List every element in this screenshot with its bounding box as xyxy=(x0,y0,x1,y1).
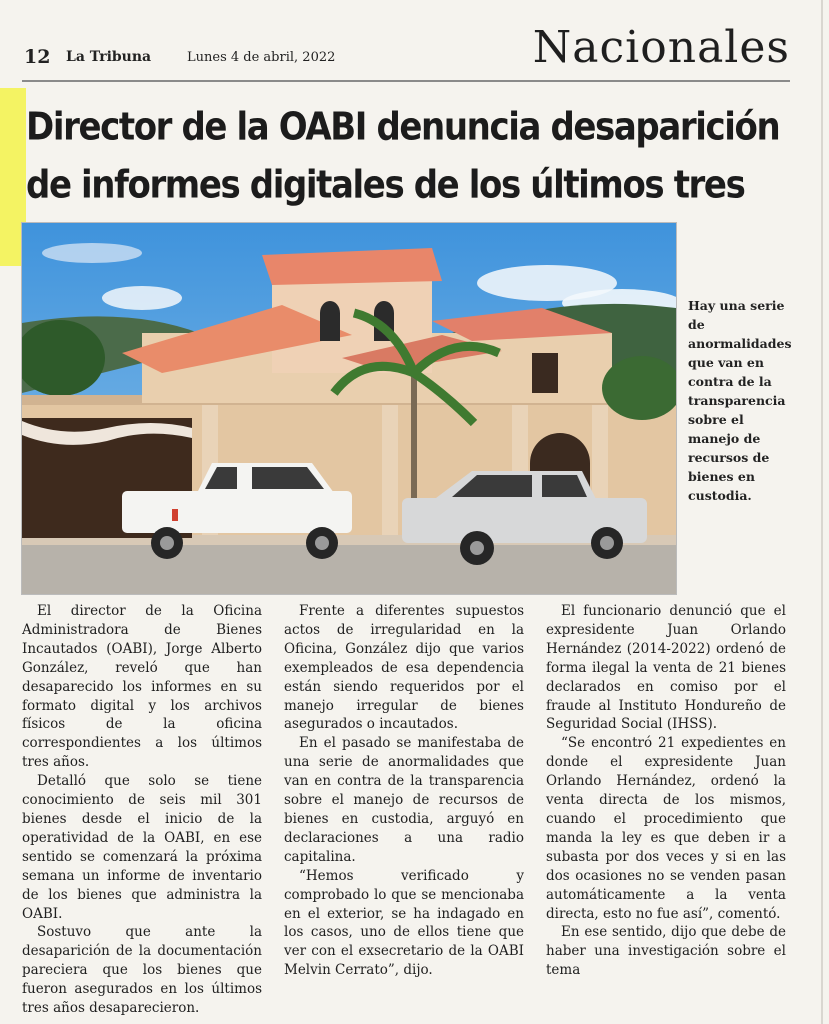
paragraph: Frente a diferentes supuestos actos de irregularidad en la Oficina, González dijo que varios exempleados de esa dependencia están siendo requeridos por el manejo irregular de bienes asegurados o incautados. xyxy=(284,603,524,733)
section-title: Nacionales xyxy=(532,22,790,73)
article-body xyxy=(22,602,798,1017)
paragraph: Detalló que solo se tiene conocimiento de seis mil 301 bienes desde el inicio de la operatividad de la OABI, en ese sentido se comenzará la próxima semana un informe de inventario de los bienes que administra la OABI. xyxy=(22,773,262,922)
article-column-3 xyxy=(546,602,786,980)
paragraph: “Se encontró 21 expedientes en donde el expresidente Juan Orlando Hernández, ordenó la venta directa de los mismos, cuando el procedimiento que manda la ley es que deben ir a subasta por dos veces y si en las dos ocasiones no se venden pasan automáticamente a la venta directa, esto no fue así”, comentó. xyxy=(546,735,786,922)
paragraph: “Hemos verificado y comprobado lo que se mencionaba en el exterior, se ha indagado en los casos, uno de ellos tiene que ver con el exsecretario de la OABI Melvin Cerrato”, dijo. xyxy=(284,867,524,979)
paragraph: En el pasado se manifestaba de una serie de anormalidades que van en contra de la transparencia sobre el manejo de recursos de bienes en custodia, arguyó en declaraciones a una radio capitalina. xyxy=(284,735,524,865)
paragraph: En ese sentido, dijo que debe de haber una investigación sobre el tema xyxy=(546,924,786,979)
article-column-1 xyxy=(22,602,262,1018)
photo-caption: Hay una serie de anormalidades que van en contra de la transparencia sobre el manejo de recursos de bienes en custodia. xyxy=(688,298,792,503)
page-header xyxy=(22,20,790,82)
publication-date: Lunes 4 de abril, 2022 xyxy=(187,50,336,65)
article-column-2 xyxy=(284,602,524,980)
page-number: 12 xyxy=(24,46,51,68)
article-photo xyxy=(21,222,677,595)
newspaper-name: La Tribuna xyxy=(66,49,152,65)
paragraph: Sostuvo que ante la desaparición de la documentación pareciera que los bienes que fueron asegurados en los últimos tres años desaparecieron. xyxy=(22,924,262,1017)
headline: Director de la OABI denuncia desaparición de informes digitales de los últimos tres xyxy=(26,104,780,208)
paragraph: El funcionario denunció que el expresidente Juan Orlando Hernández (2014-2022) ordenó de forma ilegal la venta de 21 bienes declarados en comiso por el fraude al Instituto Hondureño de Seguridad Social (IHSS). xyxy=(546,603,786,733)
paragraph: El director de la Oficina Administradora de Bienes Incautados (OABI), Jorge Alberto González, reveló que han desaparecido los informes en su formato digital y los archivos físicos de la oficina correspondientes a los últimos tres años. xyxy=(22,603,262,771)
